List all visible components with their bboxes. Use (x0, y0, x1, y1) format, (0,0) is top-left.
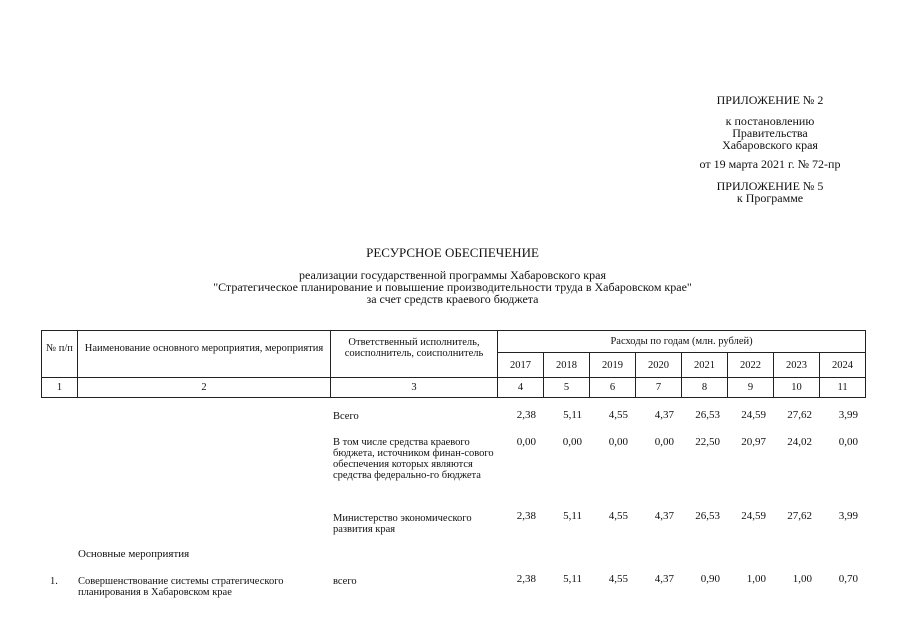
year-2019: 2019 (590, 353, 636, 378)
row-ministry-2019: 4,55 (608, 510, 628, 522)
row-total-2020: 4,37 (654, 409, 674, 421)
row-federal-label: В том числе средства краевого бюджета, источником финан-сового обеспечения которых являются средства федерально-го бюджета (333, 437, 494, 481)
year-2020: 2020 (636, 353, 682, 378)
item-2018: 5,11 (563, 573, 582, 585)
header-executor: Ответственный исполнитель, соисполнитель, соисполнитель (331, 331, 498, 378)
row-federal-2020: 0,00 (654, 436, 674, 448)
title-line-2: "Стратегическое планирование и повышение производительности труда в Хабаровском крае" (213, 280, 692, 294)
appendix-5-label: ПРИЛОЖЕНИЕ № 5 (716, 179, 824, 193)
row-ministry-label: Министерство экономического развития края (333, 513, 472, 535)
item-2023: 1,00 (792, 573, 812, 585)
resolution-date-number: от 19 марта 2021 г. № 72-пр (699, 157, 841, 171)
row-total-label: Всего (333, 411, 359, 422)
document-title: РЕСУРСНОЕ ОБЕСПЕЧЕНИЕ (366, 245, 539, 260)
col-number-5: 5 (544, 378, 590, 398)
item-2017: 2,38 (516, 573, 536, 585)
col-number-9: 9 (728, 378, 774, 398)
row-ministry-2022: 24,59 (741, 510, 766, 522)
government-label: Правительства (732, 126, 808, 140)
appendix-2-label: ПРИЛОЖЕНИЕ № 2 (716, 93, 824, 107)
resource-table-header (41, 330, 866, 398)
col-number-7: 7 (636, 378, 682, 398)
section-title: Основные мероприятия (78, 548, 190, 560)
item-2024: 0,70 (838, 573, 858, 585)
row-total-2023: 27,62 (787, 409, 812, 421)
row-ministry-2023: 27,62 (787, 510, 812, 522)
row-federal-2024: 0,00 (838, 436, 858, 448)
row-ministry-2020: 4,37 (654, 510, 674, 522)
title-line-1: реализации государственной программы Хабаровского края (299, 268, 606, 282)
row-total-2021: 26,53 (695, 409, 720, 421)
col-number-4: 4 (498, 378, 544, 398)
col-number-10: 10 (774, 378, 820, 398)
row-total-2024: 3,99 (838, 409, 858, 421)
to-program-label: к Программе (736, 191, 804, 205)
col-number-1: 1 (42, 378, 78, 398)
col-number-2: 2 (78, 378, 331, 398)
row-ministry-2021: 26,53 (695, 510, 720, 522)
row-ministry-2018: 5,11 (563, 510, 582, 522)
item-label: всего (333, 576, 357, 587)
item-name: Совершенствование системы стратегического планирования в Хабаровском крае (78, 576, 284, 598)
col-number-6: 6 (590, 378, 636, 398)
year-2017: 2017 (498, 353, 544, 378)
item-number: 1. (50, 576, 58, 587)
col-number-3: 3 (331, 378, 498, 398)
year-2023: 2023 (774, 353, 820, 378)
to-resolution-label: к постановлению (725, 114, 815, 128)
row-federal-2019: 0,00 (608, 436, 628, 448)
col-number-11: 11 (820, 378, 866, 398)
header-name: Наименование основного мероприятия, мероприятия (78, 331, 331, 378)
year-2022: 2022 (728, 353, 774, 378)
row-ministry-2017: 2,38 (516, 510, 536, 522)
item-2019: 4,55 (608, 573, 628, 585)
row-federal-2021: 22,50 (695, 436, 720, 448)
item-2022: 1,00 (746, 573, 766, 585)
row-total-2022: 24,59 (741, 409, 766, 421)
year-2024: 2024 (820, 353, 866, 378)
header-num: № п/п (42, 331, 78, 378)
row-total-2017: 2,38 (516, 409, 536, 421)
item-2021: 0,90 (700, 573, 720, 585)
title-line-3: за счет средств краевого бюджета (366, 292, 539, 306)
row-total-2019: 4,55 (608, 409, 628, 421)
row-total-2018: 5,11 (563, 409, 582, 421)
row-federal-2022: 20,97 (741, 436, 766, 448)
year-2021: 2021 (682, 353, 728, 378)
row-ministry-2024: 3,99 (838, 510, 858, 522)
header-expenses: Расходы по годам (млн. рублей) (498, 331, 866, 353)
region-label: Хабаровского края (722, 138, 818, 152)
row-federal-2023: 24,02 (787, 436, 812, 448)
col-number-8: 8 (682, 378, 728, 398)
year-2018: 2018 (544, 353, 590, 378)
item-2020: 4,37 (654, 573, 674, 585)
row-federal-2018: 0,00 (562, 436, 582, 448)
row-federal-2017: 0,00 (516, 436, 536, 448)
